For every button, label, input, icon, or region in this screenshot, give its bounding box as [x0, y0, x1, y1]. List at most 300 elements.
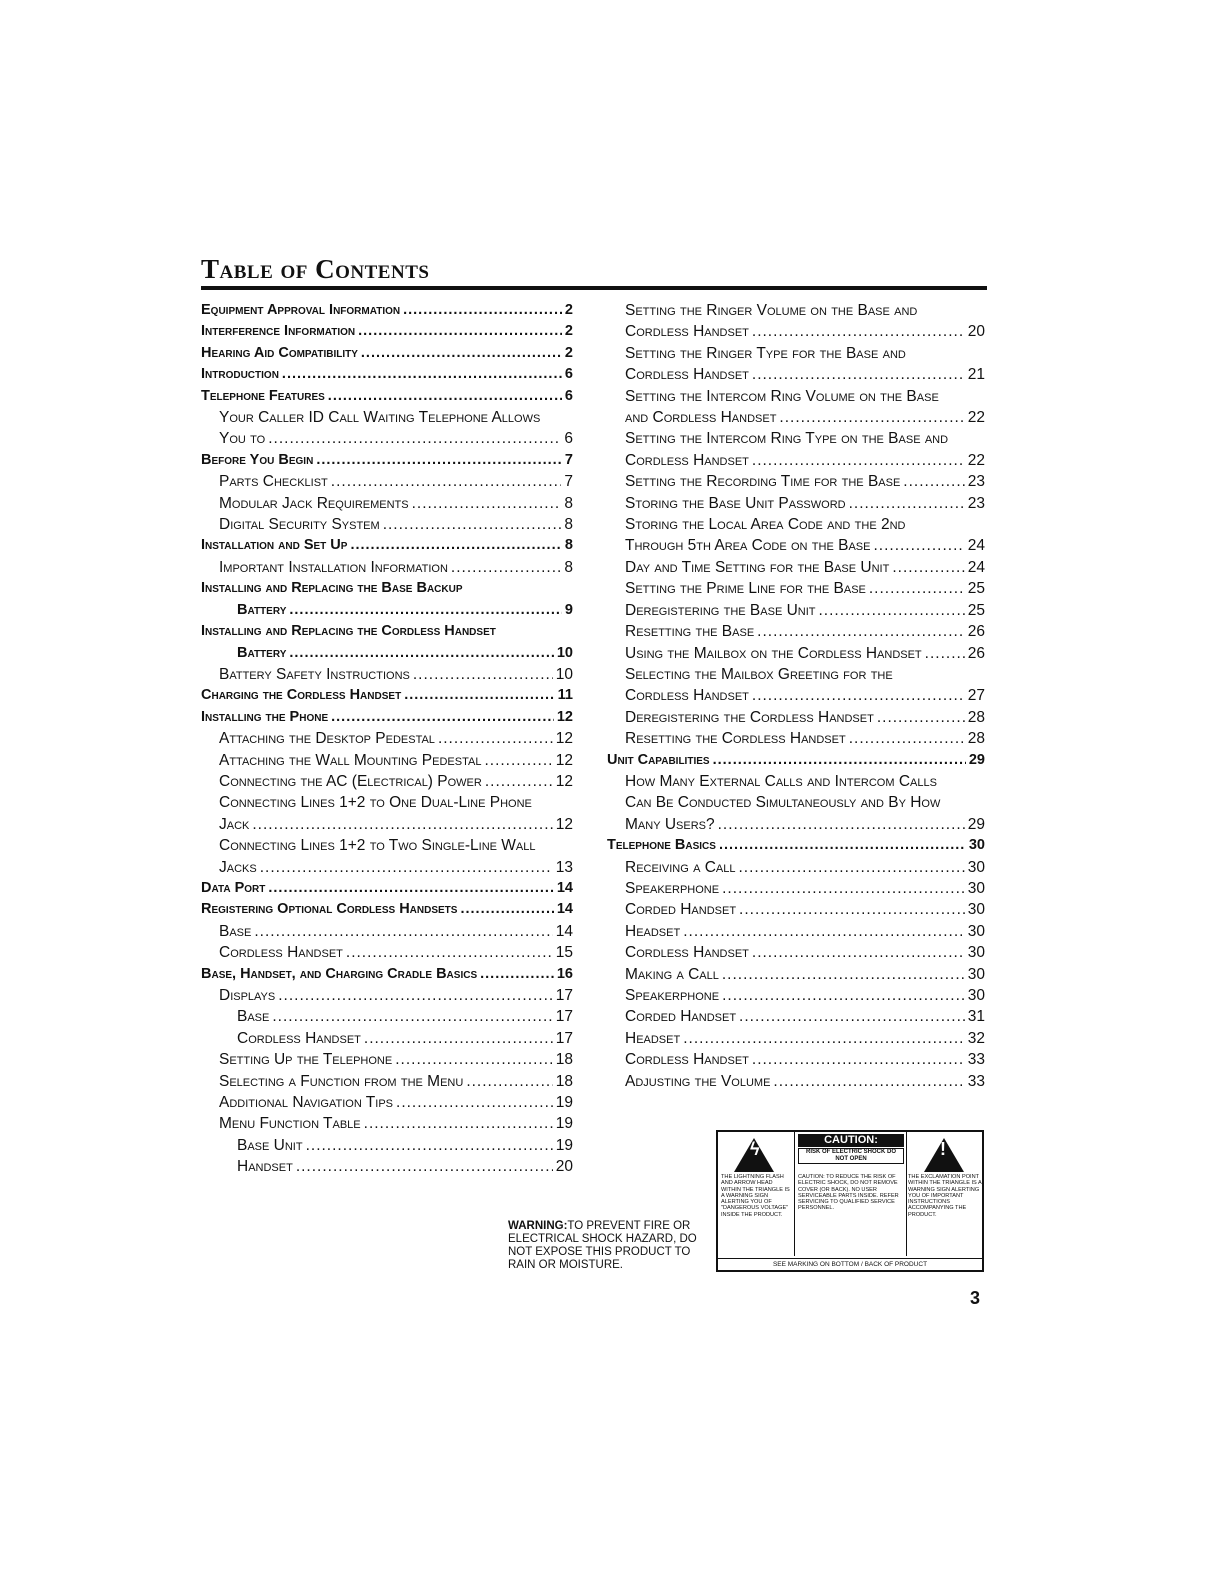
toc-entry-title: Battery — [237, 601, 287, 618]
toc-entry — [201, 343, 573, 364]
toc-entry-title: Day and Time Setting for the Base Unit — [625, 558, 890, 576]
toc-entry — [201, 493, 573, 514]
toc-entry — [201, 985, 573, 1006]
page-title: Table of Contents — [201, 254, 430, 284]
toc-entry — [201, 578, 573, 599]
toc-entry-title: Your Caller ID Call Waiting Telephone Allows — [219, 409, 541, 427]
dot-leader — [346, 942, 553, 963]
toc-entry — [201, 600, 573, 621]
dot-leader — [713, 750, 966, 771]
dot-leader — [395, 1049, 553, 1070]
toc-entry — [607, 771, 985, 792]
dot-leader — [383, 514, 562, 535]
toc-entry-page: 8 — [564, 494, 573, 512]
toc-entry-title: Installing and Replacing the Cordless Handset — [201, 623, 496, 640]
dot-leader — [260, 857, 553, 878]
toc-entry-page: 20 — [555, 1158, 573, 1176]
dot-leader — [752, 364, 965, 385]
toc-entry-page: 23 — [967, 473, 985, 491]
toc-entry — [201, 750, 573, 771]
toc-entry — [607, 878, 985, 899]
toc-entry — [607, 814, 985, 835]
dot-leader — [451, 557, 561, 578]
caution-center-text: CAUTION: TO REDUCE THE RISK OF ELECTRIC SHOCK, DO NOT REMOVE COVER (OR BACK). NO USER SERVICEABLE PARTS INSIDE. REFER SERVICING TO QUALIFIED SERVICE PERSONNEL. — [798, 1174, 899, 1212]
dot-leader — [272, 1006, 552, 1027]
toc-entry — [607, 321, 985, 342]
toc-entry — [607, 493, 985, 514]
toc-entry — [607, 300, 985, 321]
toc-entry-title: Base Unit — [237, 1136, 303, 1154]
toc-entry-title: Adjusting the Volume — [625, 1072, 771, 1090]
dot-leader — [361, 343, 562, 364]
dot-leader — [254, 921, 552, 942]
dot-leader — [683, 1028, 965, 1049]
toc-entry-title: Corded Handset — [625, 1008, 737, 1026]
toc-entry-title: Corded Handset — [625, 901, 737, 919]
toc-entry — [201, 643, 573, 664]
dot-leader — [364, 1028, 553, 1049]
dot-leader — [873, 535, 964, 556]
dot-leader — [752, 450, 965, 471]
toc-entry-page: 30 — [967, 922, 985, 940]
dot-leader — [869, 578, 965, 599]
toc-entry-page: 12 — [555, 815, 573, 833]
dot-leader — [466, 1071, 552, 1092]
toc-entry-title: Installing the Phone — [201, 708, 329, 725]
dot-leader — [819, 600, 965, 621]
caution-header — [798, 1134, 904, 1164]
toc-entry-title: Jacks — [219, 858, 257, 876]
warning-label: WARNING: — [508, 1220, 568, 1232]
toc-entry — [201, 428, 573, 449]
toc-entry-title: Storing the Base Unit Password — [625, 494, 846, 512]
toc-entry — [201, 471, 573, 492]
toc-entry — [607, 557, 985, 578]
dot-leader — [722, 964, 965, 985]
toc-entry-page: 30 — [968, 837, 985, 854]
toc-entry-title: Hearing Aid Compatibility — [201, 344, 358, 361]
caution-footer: SEE MARKING ON BOTTOM / BACK OF PRODUCT — [718, 1258, 982, 1270]
toc-entry-title: Setting the Prime Line for the Base — [625, 580, 866, 598]
toc-entry-page: 22 — [967, 409, 985, 427]
toc-entry-title: Many Users? — [625, 815, 715, 833]
dot-leader — [849, 493, 965, 514]
toc-entry — [201, 407, 573, 428]
toc-entry — [607, 471, 985, 492]
toc-entry-page: 8 — [564, 558, 573, 576]
dot-leader — [331, 707, 554, 728]
toc-entry — [607, 792, 985, 813]
toc-entry — [201, 771, 573, 792]
toc-entry-page: 2 — [564, 323, 573, 340]
toc-entry-title: Speakerphone — [625, 879, 720, 897]
dot-leader — [849, 728, 965, 749]
dot-leader — [282, 364, 562, 385]
divider — [794, 1132, 795, 1256]
toc-entry — [607, 1006, 985, 1027]
dot-leader — [278, 985, 553, 1006]
toc-entry-title: Headset — [625, 922, 681, 940]
toc-entry — [201, 942, 573, 963]
toc-entry-page: 14 — [556, 879, 573, 896]
toc-entry-title: Data Port — [201, 879, 266, 896]
toc-entry — [201, 535, 573, 556]
toc-entry — [607, 1028, 985, 1049]
toc-entry — [201, 1135, 573, 1156]
dot-leader — [718, 814, 965, 835]
toc-entry-title: Battery — [237, 644, 287, 661]
toc-entry-page: 31 — [967, 1008, 985, 1026]
dot-leader — [331, 471, 562, 492]
toc-entry-title: Cordless Handset — [625, 944, 749, 962]
title-rule — [201, 286, 987, 290]
toc-entry — [201, 814, 573, 835]
toc-entry-page: 21 — [967, 366, 985, 384]
dot-leader — [757, 621, 965, 642]
toc-entry-page: 18 — [555, 1051, 573, 1069]
toc-entry-page: 27 — [967, 687, 985, 705]
dot-leader — [289, 600, 562, 621]
toc-entry-title: Parts Checklist — [219, 473, 328, 491]
toc-entry — [201, 878, 573, 899]
toc-entry — [607, 921, 985, 942]
toc-entry — [201, 728, 573, 749]
toc-entry-title: Menu Function Table — [219, 1115, 361, 1133]
toc-entry-title: Interference Information — [201, 323, 356, 340]
toc-entry-page: 12 — [555, 751, 573, 769]
toc-entry-title: Digital Security System — [219, 516, 380, 534]
toc-entry-page: 30 — [967, 965, 985, 983]
toc-entry — [607, 707, 985, 728]
toc-entry — [607, 600, 985, 621]
toc-entry — [607, 857, 985, 878]
toc-entry-page: 15 — [555, 944, 573, 962]
toc-entry-title: Base — [237, 1008, 270, 1026]
toc-entry-title: Cordless Handset — [625, 323, 749, 341]
toc-entry-title: Registering Optional Cordless Handsets — [201, 901, 458, 918]
toc-entry-page: 10 — [556, 644, 573, 661]
toc-entry — [607, 942, 985, 963]
toc-entry-page: 14 — [555, 922, 573, 940]
toc-entry-title: Receiving a Call — [625, 858, 736, 876]
toc-entry-page: 22 — [967, 451, 985, 469]
toc-entry — [201, 964, 573, 985]
toc-entry-title: Selecting a Function from the Menu — [219, 1072, 464, 1090]
warning-text: TO PREVENT FIRE OR ELECTRICAL SHOCK HAZARD, DO NOT EXPOSE THIS PRODUCT TO RAIN OR MOISTURE. — [508, 1220, 697, 1271]
dot-leader — [480, 964, 554, 985]
dot-leader — [350, 535, 561, 556]
toc-entry — [201, 707, 573, 728]
toc-entry-title: Cordless Handset — [219, 944, 343, 962]
toc-entry — [201, 1006, 573, 1027]
toc-entry-title: How Many External Calls and Intercom Calls — [625, 772, 937, 790]
toc-entry-title: Cordless Handset — [625, 1051, 749, 1069]
dot-leader — [364, 1113, 553, 1134]
toc-entry — [201, 857, 573, 878]
toc-entry-title: Important Installation Information — [219, 558, 448, 576]
toc-entry-title: Making a Call — [625, 965, 719, 983]
dot-leader — [316, 450, 562, 471]
dot-leader — [719, 835, 966, 856]
toc-entry-title: Cordless Handset — [237, 1029, 361, 1047]
toc-entry-title: Using the Mailbox on the Cordless Handset — [625, 644, 922, 662]
toc-entry — [607, 750, 985, 771]
toc-entry-page: 6 — [564, 387, 573, 404]
caution-label — [716, 1130, 984, 1272]
dot-leader — [484, 750, 552, 771]
dot-leader — [328, 386, 562, 407]
toc-column-left — [201, 300, 573, 1178]
toc-entry-page: 11 — [557, 687, 573, 704]
divider — [906, 1132, 907, 1256]
toc-entry-page: 26 — [967, 644, 985, 662]
toc-entry — [201, 1156, 573, 1177]
dot-leader — [739, 899, 965, 920]
toc-entry-page: 17 — [555, 1029, 573, 1047]
toc-entry — [607, 428, 985, 449]
dot-leader — [752, 942, 965, 963]
toc-entry-title: Setting the Recording Time for the Base — [625, 473, 901, 491]
dot-leader — [773, 1071, 964, 1092]
toc-entry-title: Resetting the Cordless Handset — [625, 730, 846, 748]
toc-entry-title: Setting the Ringer Volume on the Base and — [625, 302, 918, 319]
toc-entry-title: Attaching the Desktop Pedestal — [219, 730, 435, 748]
toc-entry-page: 14 — [556, 901, 573, 918]
dot-leader — [404, 685, 554, 706]
toc-entry-page: 29 — [968, 751, 985, 768]
toc-entry-page: 9 — [564, 601, 573, 618]
warning-notice — [508, 1220, 708, 1272]
caution-left-text: THE LIGHTNING FLASH AND ARROW HEAD WITHIN THE TRIANGLE IS A WARNING SIGN ALERTING YOU OF "DANGEROUS VOLTAGE" INSIDE THE PRODUCT. — [721, 1174, 790, 1218]
toc-entry — [607, 450, 985, 471]
dot-leader — [438, 728, 553, 749]
toc-entry — [607, 728, 985, 749]
toc-entry — [607, 1071, 985, 1092]
toc-entry — [607, 899, 985, 920]
toc-column-right — [607, 300, 985, 1092]
toc-entry — [201, 685, 573, 706]
toc-entry-title: Setting the Ringer Type for the Base and — [625, 344, 906, 362]
toc-entry-title: Handset — [237, 1158, 293, 1176]
toc-entry-page: 8 — [564, 516, 573, 534]
toc-entry-page: 24 — [967, 558, 985, 576]
toc-entry-title: Introduction — [201, 366, 279, 383]
dot-leader — [252, 814, 552, 835]
toc-entry-title: and Cordless Handset — [625, 409, 777, 427]
dot-leader — [892, 557, 964, 578]
caution-title: CAUTION: — [798, 1134, 904, 1147]
toc-entry-page: 19 — [555, 1115, 573, 1133]
dot-leader — [403, 300, 562, 321]
toc-entry-page: 6 — [564, 430, 573, 448]
caution-risk: RISK OF ELECTRIC SHOCK DO NOT OPEN — [798, 1148, 904, 1164]
toc-entry — [607, 364, 985, 385]
toc-entry-page: 25 — [967, 580, 985, 598]
toc-entry-title: Headset — [625, 1029, 681, 1047]
toc-entry-page: 30 — [967, 901, 985, 919]
dot-leader — [903, 471, 964, 492]
toc-entry — [607, 664, 985, 685]
dot-leader — [296, 1156, 553, 1177]
toc-entry-title: Selecting the Mailbox Greeting for the — [625, 665, 893, 683]
toc-entry-page: 30 — [967, 858, 985, 876]
dot-leader — [306, 1135, 553, 1156]
dot-leader — [739, 1006, 965, 1027]
toc-entry-title: Cordless Handset — [625, 366, 749, 384]
toc-entry-title: Telephone Basics — [607, 837, 716, 854]
toc-entry-title: Jack — [219, 815, 250, 833]
toc-entry-title: Connecting Lines 1+2 to Two Single-Line Wall — [219, 837, 536, 855]
toc-entry-page: 12 — [555, 772, 573, 790]
lightning-triangle-icon: ϟ — [734, 1138, 774, 1172]
toc-entry-page: 13 — [555, 858, 573, 876]
toc-entry-page: 26 — [967, 623, 985, 641]
toc-entry-page: 24 — [967, 537, 985, 555]
toc-entry-page: 16 — [556, 965, 573, 982]
toc-entry-page: 32 — [967, 1029, 985, 1047]
toc-entry — [607, 964, 985, 985]
toc-entry-page: 2 — [564, 344, 573, 361]
toc-entry-title: Displays — [219, 987, 276, 1004]
toc-entry — [201, 899, 573, 920]
caution-right-text: THE EXCLAMATION POINT WITHIN THE TRIANGLE IS A WARNING SIGN ALERTING YOU OF IMPORTANT INSTRUCTIONS ACCOMPANYING THE PRODUCT. — [908, 1174, 982, 1218]
toc-entry-page: 2 — [564, 302, 573, 318]
dot-leader — [752, 321, 965, 342]
toc-entry — [607, 343, 985, 364]
toc-entry — [607, 535, 985, 556]
toc-entry-page: 7 — [564, 473, 573, 491]
dot-leader — [268, 428, 561, 449]
toc-entry-page: 12 — [556, 708, 573, 725]
toc-entry — [201, 664, 573, 685]
toc-entry-page: 23 — [967, 494, 985, 512]
toc-entry-page: 20 — [967, 323, 985, 341]
dot-leader — [752, 1049, 965, 1070]
toc-entry — [201, 557, 573, 578]
toc-entry-title: Telephone Features — [201, 387, 325, 404]
toc-entry — [607, 386, 985, 407]
toc-entry — [201, 364, 573, 385]
toc-entry-title: Installing and Replacing the Base Backup — [201, 580, 463, 597]
toc-entry-page: 33 — [967, 1072, 985, 1090]
toc-entry-title: Unit Capabilities — [607, 751, 710, 768]
toc-entry-page: 30 — [967, 944, 985, 962]
toc-entry-title: You to — [219, 430, 266, 448]
toc-entry — [201, 386, 573, 407]
toc-entry — [201, 450, 573, 471]
toc-entry-title: Storing the Local Area Code and the 2nd — [625, 516, 906, 534]
toc-entry — [201, 1113, 573, 1134]
toc-entry-page: 8 — [564, 537, 573, 554]
toc-entry-title: Cordless Handset — [625, 451, 749, 469]
toc-entry-page: 12 — [555, 730, 573, 748]
dot-leader — [485, 771, 553, 792]
toc-entry-page: 30 — [967, 879, 985, 897]
dot-leader — [460, 899, 553, 920]
toc-entry-title: Modular Jack Requirements — [219, 494, 409, 512]
toc-entry-page: 29 — [967, 815, 985, 833]
dot-leader — [925, 643, 965, 664]
toc-entry — [607, 514, 985, 535]
dot-leader — [738, 857, 964, 878]
toc-entry-title: Setting the Intercom Ring Volume on the Base — [625, 387, 939, 405]
toc-entry-page: 28 — [967, 708, 985, 726]
toc-entry — [201, 300, 573, 321]
toc-entry-title: Cordless Handset — [625, 687, 749, 705]
toc-entry-page: 33 — [967, 1051, 985, 1069]
toc-entry-title: Before You Begin — [201, 451, 314, 468]
toc-entry-page: 30 — [967, 987, 985, 1004]
dot-leader — [722, 878, 965, 899]
toc-entry-title: Setting Up the Telephone — [219, 1051, 393, 1069]
toc-entry-title: Speakerphone — [625, 987, 720, 1004]
dot-leader — [683, 921, 965, 942]
toc-entry-page: 6 — [564, 366, 573, 383]
toc-entry-title: Base, Handset, and Charging Cradle Basics — [201, 965, 478, 982]
dot-leader — [722, 985, 965, 1006]
toc-entry-title: Setting the Intercom Ring Type on the Base and — [625, 430, 949, 448]
toc-entry-page: 19 — [555, 1136, 573, 1154]
page-number: 3 — [970, 1288, 981, 1308]
dot-leader — [289, 643, 554, 664]
toc-entry-title: Battery Safety Instructions — [219, 665, 410, 683]
toc-entry — [607, 578, 985, 599]
toc-entry — [607, 985, 985, 1006]
toc-entry — [201, 1092, 573, 1113]
toc-entry — [201, 921, 573, 942]
toc-entry — [201, 621, 573, 642]
toc-entry — [201, 321, 573, 342]
toc-entry-page: 25 — [967, 601, 985, 619]
toc-entry-title: Connecting Lines 1+2 to One Dual-Line Phone — [219, 794, 532, 812]
toc-entry — [201, 1028, 573, 1049]
toc-entry-title: Attaching the Wall Mounting Pedestal — [219, 751, 482, 769]
dot-leader — [779, 407, 964, 428]
toc-entry-title: Deregistering the Base Unit — [625, 601, 816, 619]
dot-leader — [412, 493, 562, 514]
toc-entry-page: 17 — [555, 1008, 573, 1026]
toc-entry-title: Charging the Cordless Handset — [201, 687, 402, 704]
toc-entry-title: Equipment Approval Information — [201, 302, 401, 318]
toc-entry — [607, 621, 985, 642]
toc-entry — [201, 792, 573, 813]
toc-entry-title: Connecting the AC (Electrical) Power — [219, 772, 482, 790]
toc-entry — [201, 514, 573, 535]
toc-entry-title: Base — [219, 922, 252, 940]
toc-entry-page: 19 — [555, 1094, 573, 1112]
toc-entry — [607, 685, 985, 706]
toc-entry-title: Can Be Conducted Simultaneously and By How — [625, 794, 941, 812]
exclamation-triangle-icon: ! — [924, 1138, 964, 1172]
toc-entry-page: 28 — [967, 730, 985, 748]
dot-leader — [877, 707, 965, 728]
dot-leader — [413, 664, 553, 685]
toc-entry — [607, 407, 985, 428]
toc-entry-title: Resetting the Base — [625, 623, 755, 641]
toc-entry-title: Additional Navigation Tips — [219, 1094, 394, 1112]
toc-entry-title: Installation and Set Up — [201, 537, 348, 554]
toc-entry-page: 17 — [555, 987, 573, 1004]
toc-entry-title: Deregistering the Cordless Handset — [625, 708, 874, 726]
toc-entry-page: 7 — [564, 451, 573, 468]
toc-entry — [201, 1049, 573, 1070]
dot-leader — [358, 321, 562, 342]
dot-leader — [396, 1092, 553, 1113]
dot-leader — [752, 685, 965, 706]
toc-entry-page: 10 — [555, 665, 573, 683]
toc-entry — [607, 835, 985, 856]
toc-entry — [607, 1049, 985, 1070]
